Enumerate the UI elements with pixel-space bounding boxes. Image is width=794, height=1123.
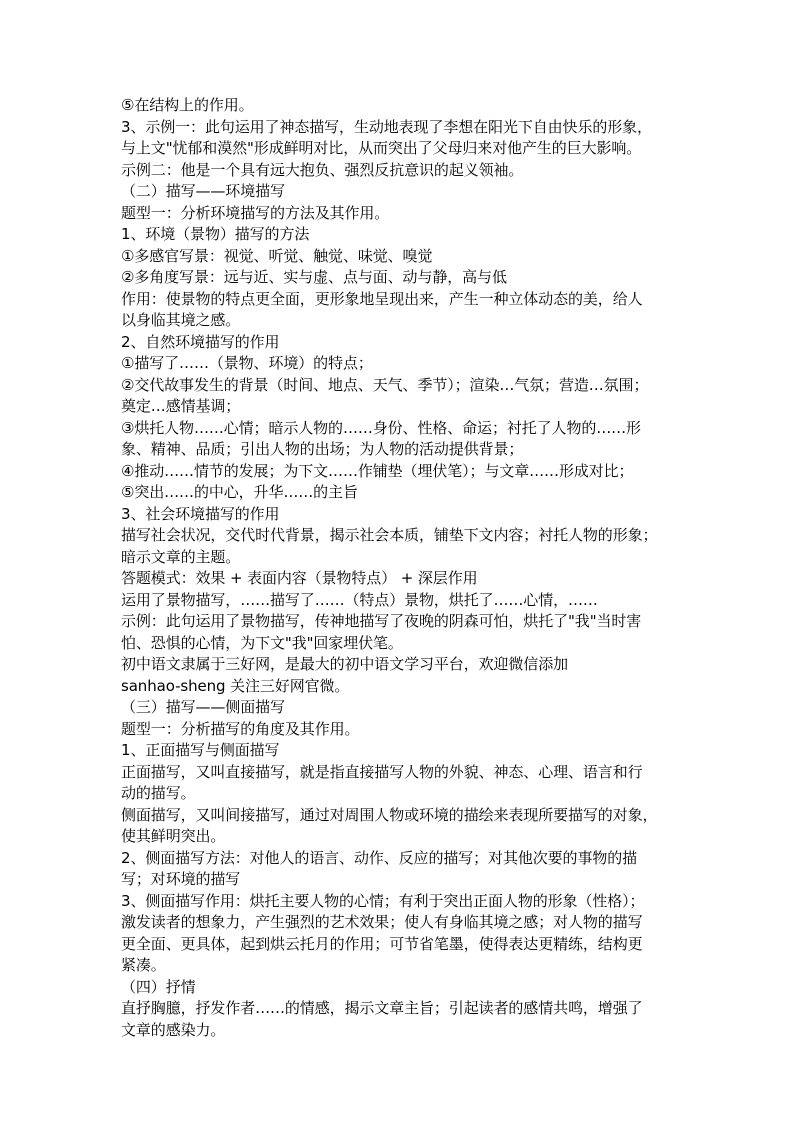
text-line: ④推动……情节的发展；为下文……作铺垫（埋伏笔）；与文章……形成对比； <box>121 461 634 480</box>
text-line: 1、正面描写与侧面描写 <box>121 741 280 759</box>
text-line: 题型一：分析描写的角度及其作用。 <box>121 719 360 738</box>
text-line: 示例：此句运用了景物描写，传神地描写了夜晚的阴森可怕，烘托了"我"当时害 <box>121 612 642 630</box>
text-line: （四）抒情 <box>121 977 196 996</box>
text-line: ⑤在结构上的作用。 <box>121 96 254 114</box>
text-line: 更全面、更具体，起到烘云托月的作用；可节省笔墨，使得表达更精练，结构更 <box>121 934 643 953</box>
text-line: sanhao-sheng 关注三好网官微。 <box>121 676 350 695</box>
text-line: 运用了景物描写，……描写了……（特点）景物，烘托了……心情，…… <box>121 590 598 609</box>
text-line: ①多感官写景：视觉、听觉、触觉、味觉、嗅觉 <box>121 246 433 265</box>
text-line: ②多角度写景：远与近、实与虚、点与面、动与静，高与低 <box>121 268 507 286</box>
text-line: 怕、恐惧的心情，为下文"我"回家埋伏笔。 <box>121 633 403 652</box>
text-line: （二）描写——环境描写 <box>121 182 285 200</box>
document-body <box>121 95 681 1041</box>
text-line: 2、自然环境描写的作用 <box>121 332 280 351</box>
text-line: 暗示文章的主题。 <box>121 547 241 566</box>
text-line: 作用：使景物的特点更全面，更形象地呈现出来，产生一种立体动态的美，给人 <box>121 289 643 308</box>
text-line: 文章的感染力。 <box>121 1020 226 1039</box>
text-line: 答题模式：效果 + 表面内容（景物特点） + 深层作用 <box>121 569 478 587</box>
text-line: 动的描写。 <box>121 784 196 802</box>
text-line: 3、示例一：此句运用了神态描写，生动地表现了李想在阳光下自由快乐的形象， <box>121 117 652 136</box>
text-line: 以身临其境之感。 <box>121 311 241 329</box>
text-line: 使其鲜明突出。 <box>121 827 226 845</box>
text-line: 题型一：分析环境描写的方法及其作用。 <box>121 203 390 222</box>
text-line: 奠定…感情基调； <box>121 397 241 415</box>
text-line: 写；对环境的描写 <box>121 870 241 888</box>
text-line: ③烘托人物……心情；暗示人物的……身份、性格、命运；衬托了人物的……形 <box>121 418 641 437</box>
text-line: 2、侧面描写方法：对他人的语言、动作、反应的描写；对其他次要的事物的描 <box>121 848 638 867</box>
text-line: 象、精神、品质；引出人物的出场；为人物的活动提供背景； <box>121 440 524 458</box>
text-line: 1、环境（景物）描写的方法 <box>121 225 310 243</box>
text-line: 3、侧面描写作用：烘托主要人物的心情；有利于突出正面人物的形象（性格）； <box>121 891 645 910</box>
text-line: ①描写了……（景物、环境）的特点； <box>121 354 373 372</box>
text-line: 与上文"忧郁和漠然"形成鲜明对比，从而突出了父母归来对他产生的巨大影响。 <box>121 139 642 157</box>
text-line: 紧凑。 <box>121 956 166 974</box>
text-line: 正面描写，又叫直接描写，就是指直接描写人物的外貌、神态、心理、语言和行 <box>121 762 643 781</box>
text-line: 侧面描写，又叫间接描写，通过对周围人物或环境的描绘来表现所要描写的对象， <box>121 805 658 824</box>
text-line: 激发读者的想象力，产生强烈的艺术效果；使人有身临其境之感；对人物的描写 <box>121 913 643 931</box>
text-line: 3、社会环境描写的作用 <box>121 504 280 523</box>
text-line: 描写社会状况，交代时代背景，揭示社会本质，铺垫下文内容；衬托人物的形象； <box>121 526 658 544</box>
text-line: 直抒胸臆，抒发作者……的情感，揭示文章主旨；引起读者的感情共鸣，增强了 <box>121 999 643 1017</box>
text-line: （三）描写——侧面描写 <box>121 698 285 716</box>
text-line: ⑤突出……的中心，升华……的主旨 <box>121 483 358 501</box>
text-line: 初中语文隶属于三好网，是最大的初中语文学习平台，欢迎微信添加 <box>121 655 569 673</box>
text-line: 示例二：他是一个具有远大抱负、强烈反抗意识的起义领袖。 <box>121 160 524 179</box>
text-line: ②交代故事发生的背景（时间、地点、天气、季节）；渲染…气氛；营造…氛围； <box>121 375 649 394</box>
